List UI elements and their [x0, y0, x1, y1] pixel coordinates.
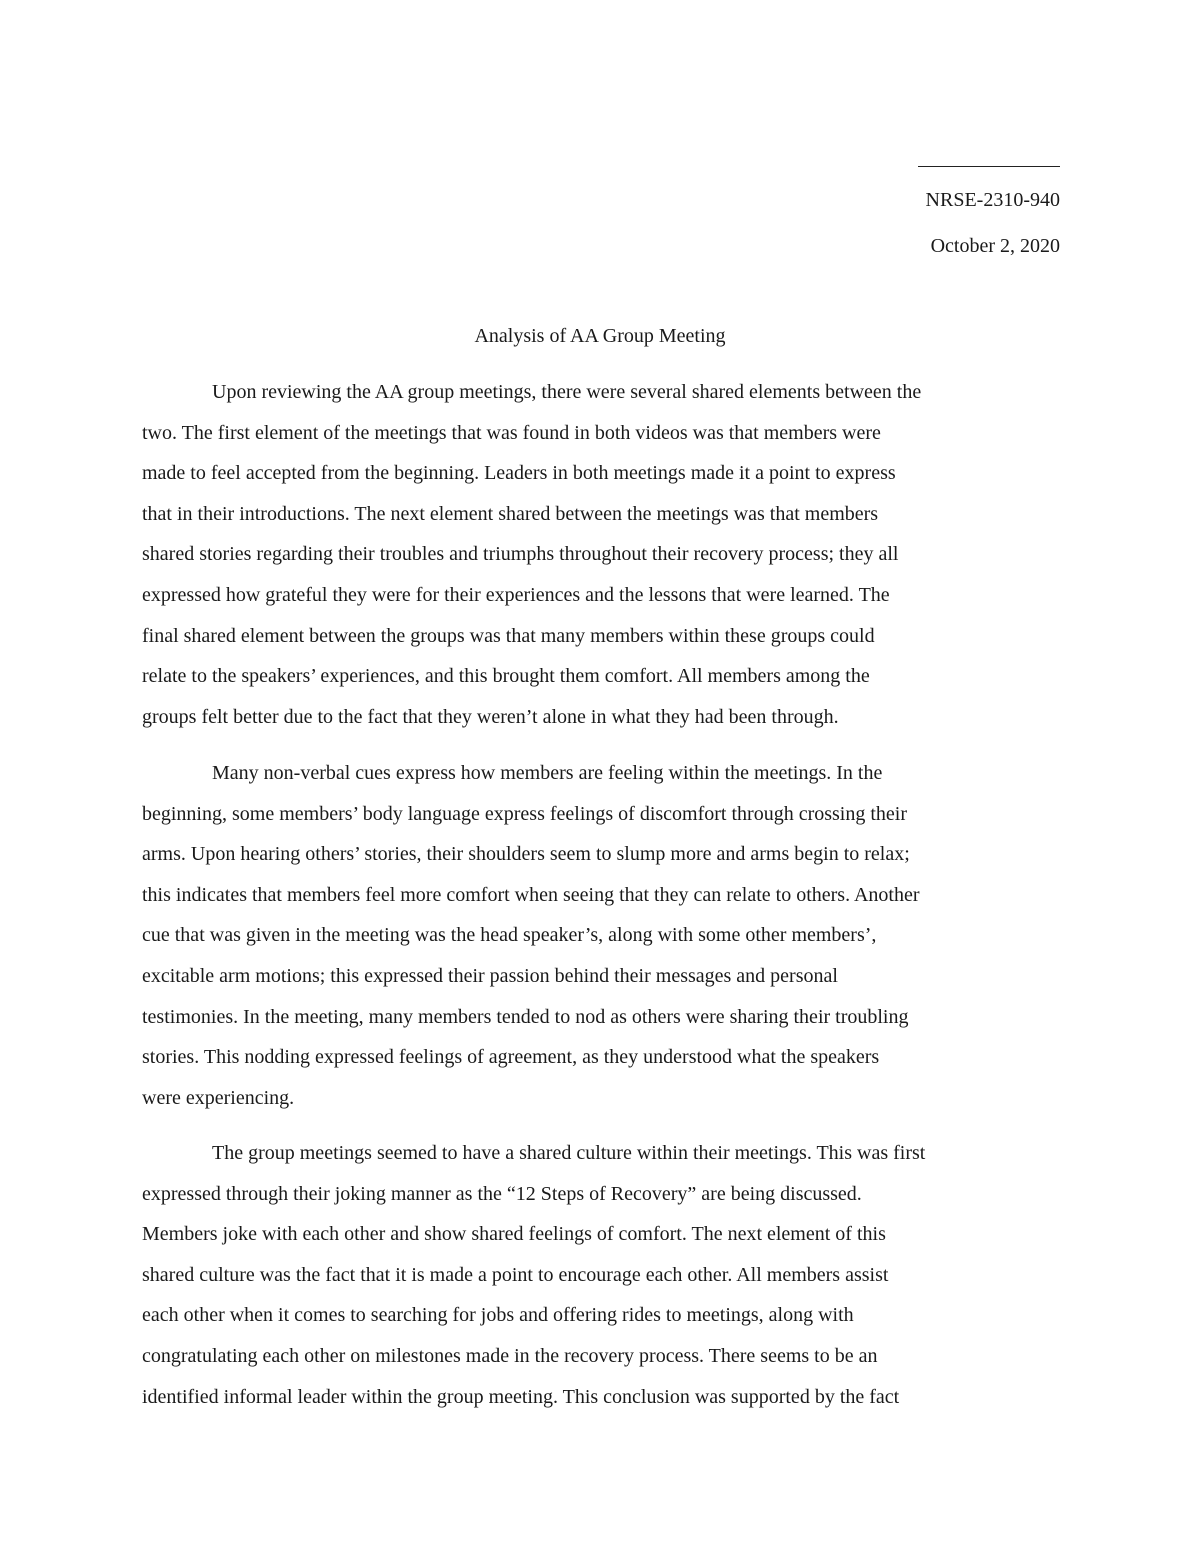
paragraph-line: congratulating each other on milestones made in the recovery process. There seems to be an	[142, 1344, 878, 1367]
paragraph-line: expressed how grateful they were for their experiences and the lessons that were learned. The	[142, 583, 890, 606]
redacted-name-line	[918, 166, 1060, 167]
paragraph-line: The group meetings seemed to have a shared culture within their meetings. This was first	[212, 1142, 926, 1164]
paragraph-line: Members joke with each other and show shared feelings of comfort. The next element of this	[142, 1223, 886, 1246]
paragraph-line: Many non-verbal cues express how members are feeling within the meetings. In the	[212, 762, 883, 784]
paragraph-line: beginning, some members’ body language express feelings of discomfort through crossing their	[142, 802, 908, 825]
paragraph-line: identified informal leader within the group meeting. This conclusion was supported by the fact	[142, 1385, 900, 1408]
paragraph-line: stories. This nodding expressed feelings of agreement, as they understood what the speakers	[142, 1046, 880, 1069]
paragraph-line: expressed through their joking manner as the “12 Steps of Recovery” are being discussed.	[142, 1182, 862, 1205]
paragraph-2	[142, 753, 1060, 1118]
document-date: October 2, 2020	[930, 235, 1060, 257]
paragraph-line: cue that was given in the meeting was the head speaker’s, along with some other members’,	[142, 924, 877, 947]
paragraph-line: this indicates that members feel more comfort when seeing that they can relate to others. Another	[142, 883, 920, 906]
paragraph-line: two. The first element of the meetings that was found in both videos was that members were	[142, 421, 881, 444]
course-code: NRSE-2310-940	[925, 189, 1060, 211]
document-title: Analysis of AA Group Meeting	[474, 325, 726, 347]
paragraph-line: that in their introductions. The next element shared between the meetings was that members	[142, 502, 879, 525]
paragraph-3	[142, 1133, 1060, 1417]
paragraph-line: relate to the speakers’ experiences, and this brought them comfort. All members among the	[142, 665, 870, 688]
paragraph-1	[142, 372, 1060, 737]
paragraph-line: final shared element between the groups was that many members within these groups could	[142, 624, 875, 647]
paragraph-line: shared culture was the fact that it is made a point to encourage each other. All members assist	[142, 1263, 889, 1286]
paragraph-line: each other when it comes to searching for jobs and offering rides to meetings, along with	[142, 1304, 854, 1327]
paragraph-line: arms. Upon hearing others’ stories, their shoulders seem to slump more and arms begin to relax;	[142, 843, 910, 866]
paragraph-line: excitable arm motions; this expressed their passion behind their messages and personal	[142, 964, 838, 987]
paragraph-line: made to feel accepted from the beginning. Leaders in both meetings made it a point to express	[142, 462, 896, 485]
paragraph-line: testimonies. In the meeting, many members tended to nod as others were sharing their troubling	[142, 1005, 909, 1028]
paragraph-line: were experiencing.	[142, 1086, 295, 1109]
paragraph-line: Upon reviewing the AA group meetings, there were several shared elements between the	[212, 381, 922, 403]
paragraph-line: shared stories regarding their troubles and triumphs throughout their recovery process; they all	[142, 543, 899, 566]
paragraph-line: groups felt better due to the fact that they weren’t alone in what they had been through.	[142, 705, 839, 728]
